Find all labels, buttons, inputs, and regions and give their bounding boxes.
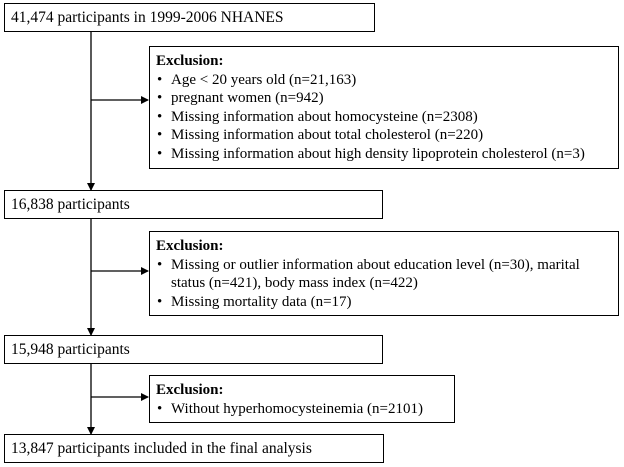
stage-box-1 xyxy=(4,3,375,32)
exclusion-list xyxy=(156,400,448,419)
stage-label-1: 41,474 participants in 1999-2006 NHANES xyxy=(11,8,284,26)
exclusion-item: • Missing mortality data (n=17) xyxy=(156,293,612,312)
exclusion-item: • Missing information about total cholesterol (n=220) xyxy=(156,126,612,145)
exclusion-item: • Missing or outlier information about education level (n=30), marital status (n=421), body mass index (n=422) xyxy=(156,256,612,293)
exclusion-item: • Age < 20 years old (n=21,163) xyxy=(156,71,612,90)
stage-box-4 xyxy=(4,434,384,463)
exclusion-title: Exclusion: xyxy=(156,53,224,69)
exclusion-title: Exclusion: xyxy=(156,382,224,398)
exclusion-box-2 xyxy=(149,231,619,316)
exclusion-item: • Missing information about homocysteine (n=2308) xyxy=(156,108,612,127)
exclusion-list xyxy=(156,256,612,312)
exclusion-item: • pregnant women (n=942) xyxy=(156,89,612,108)
stage-label-4: 13,847 participants included in the final analysis xyxy=(11,439,312,457)
exclusion-item: • Without hyperhomocysteinemia (n=2101) xyxy=(156,400,448,419)
stage-label-3: 15,948 participants xyxy=(11,340,130,358)
exclusion-box-3 xyxy=(149,375,455,423)
stage-box-2 xyxy=(4,190,383,219)
exclusion-box-1 xyxy=(149,46,619,169)
stage-box-3 xyxy=(4,335,383,364)
stage-label-2: 16,838 participants xyxy=(11,195,130,213)
exclusion-list xyxy=(156,71,612,164)
exclusion-item: • Missing information about high density lipoprotein cholesterol (n=3) xyxy=(156,145,612,164)
exclusion-title: Exclusion: xyxy=(156,238,224,254)
